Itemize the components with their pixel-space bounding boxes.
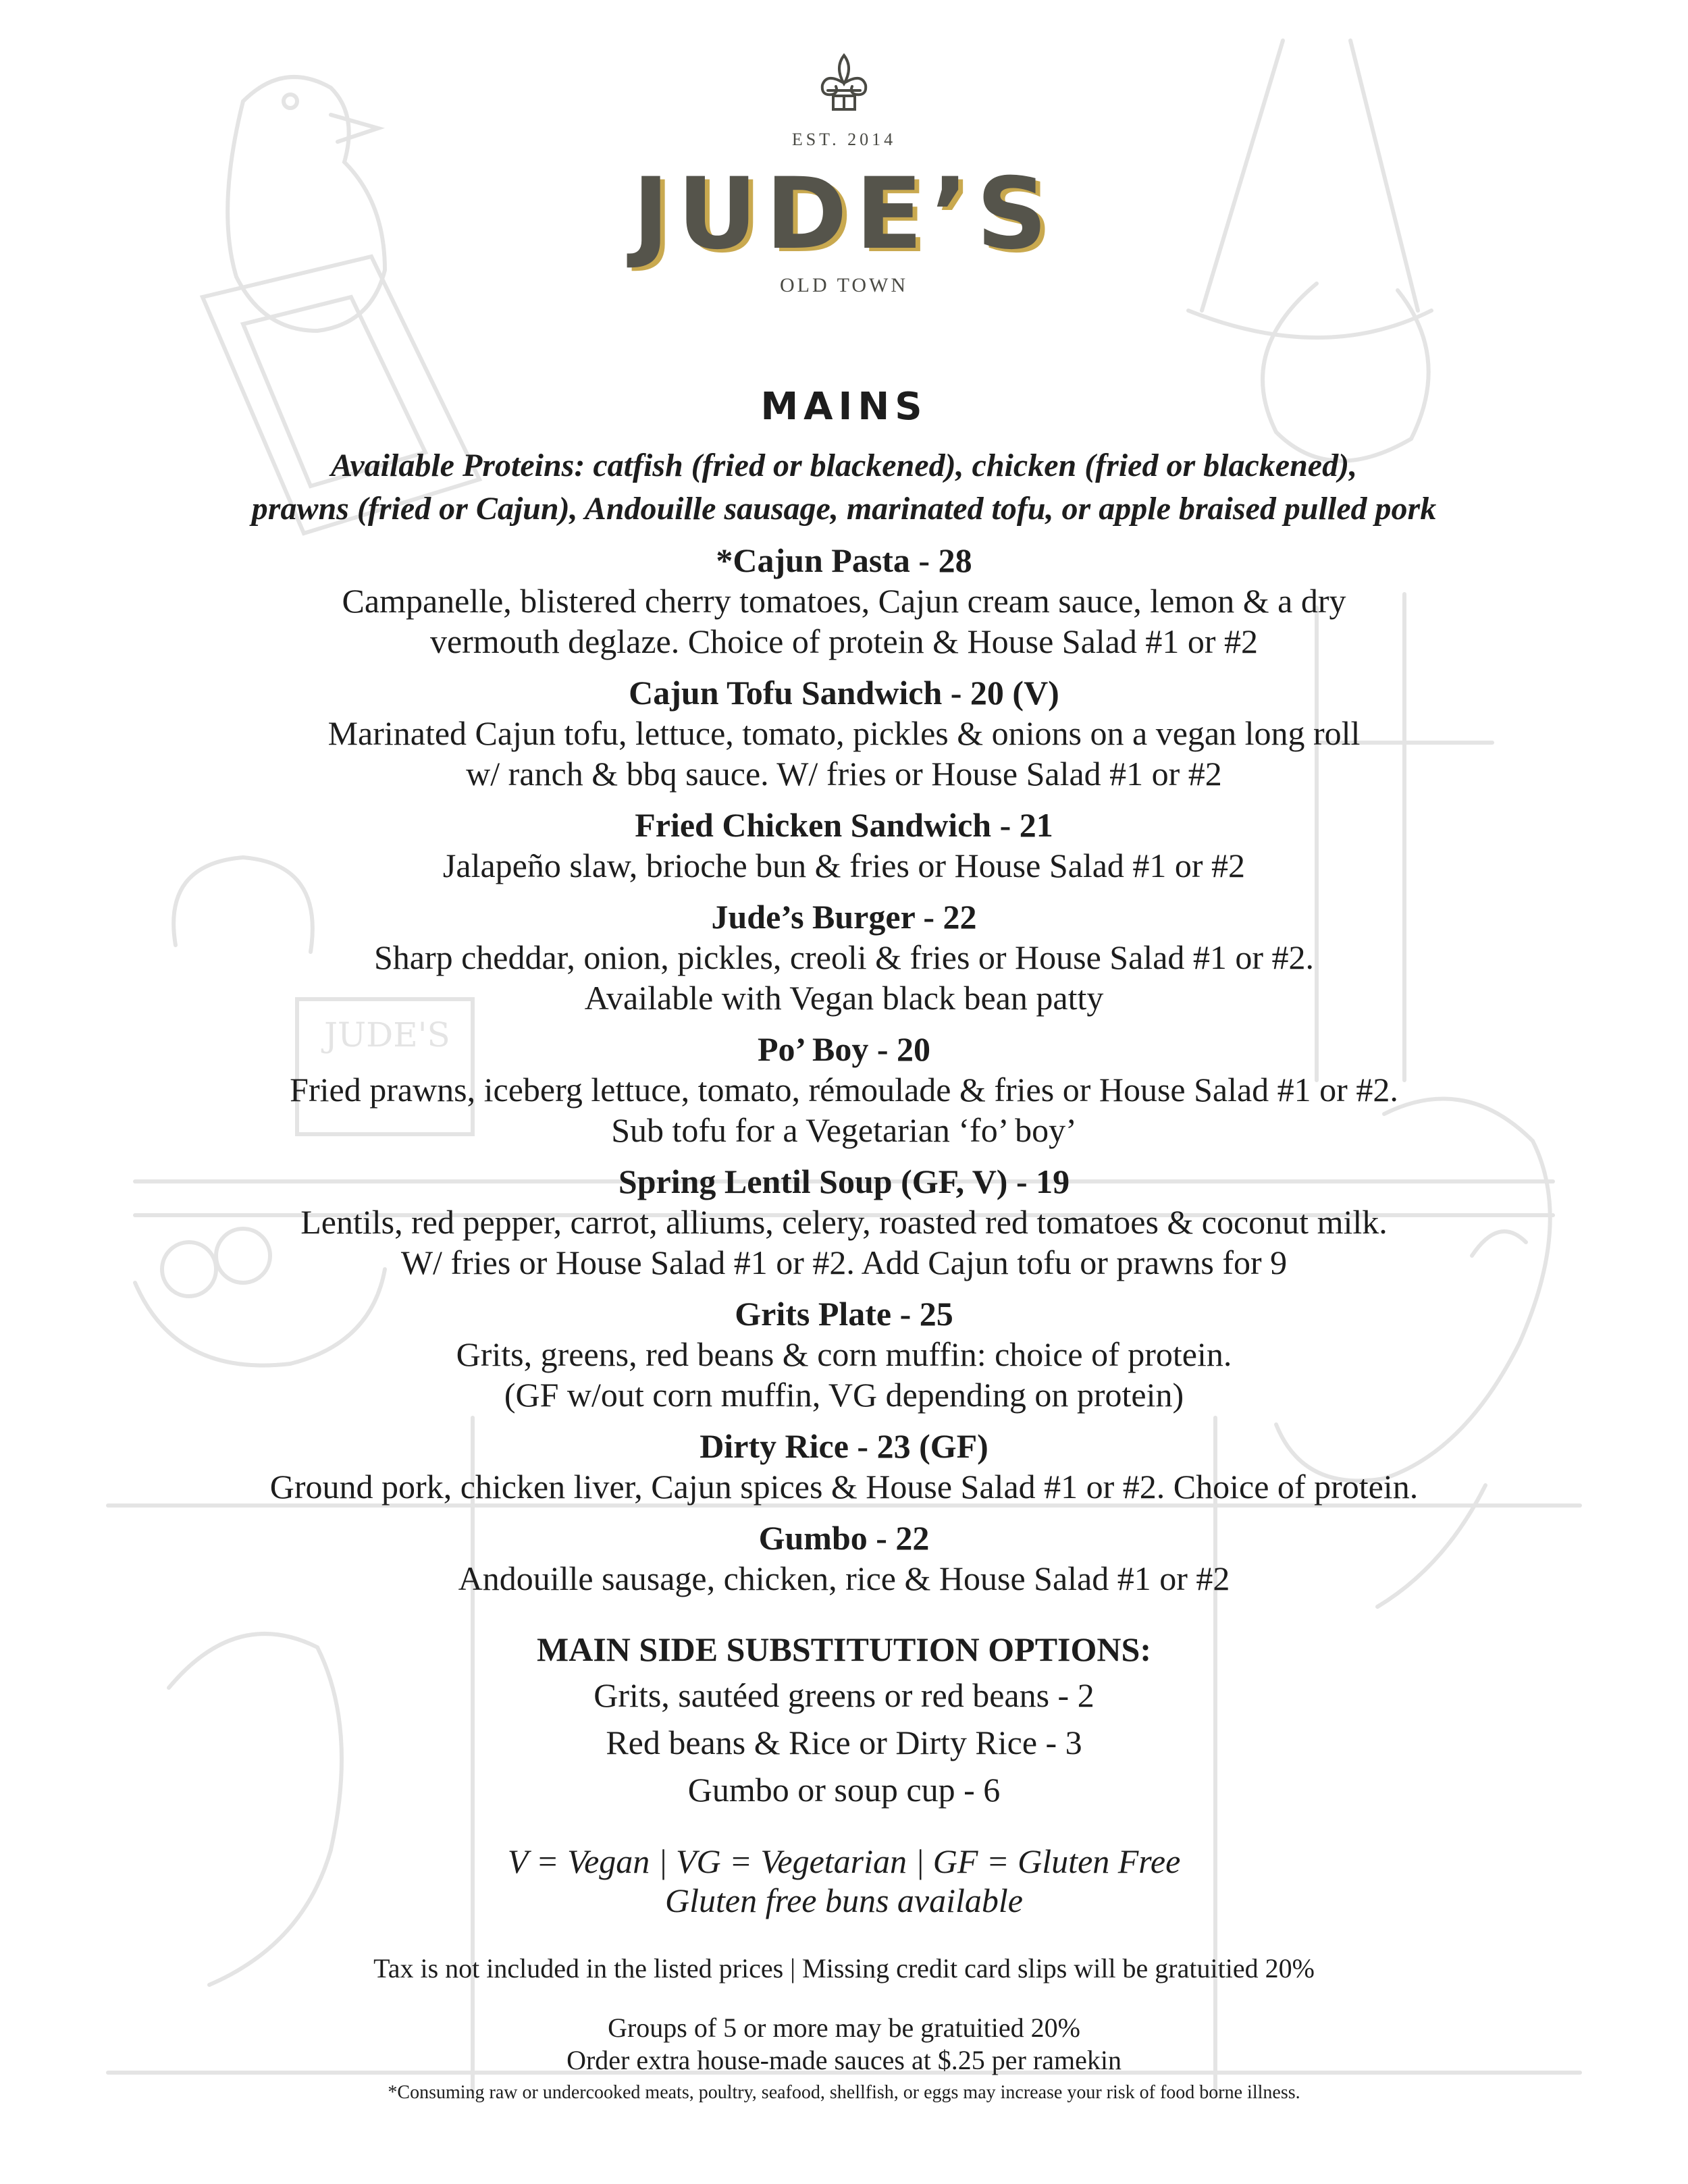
brand-logo: JUDE’S [632,157,1056,271]
available-proteins [0,444,1688,531]
substitution-option: Grits, sautéed greens or red beans - 2 [594,1676,1094,1714]
menu-item-grits-plate [0,1294,1688,1415]
menu-items [0,540,1688,1609]
item-description: Campanelle, blistered cherry tomatoes, Cajun cream sauce, lemon & a dry [342,582,1346,620]
legend-line: V = Vegan | VG = Vegetarian | GF = Gluten Free [507,1842,1181,1880]
menu-item-cajun-tofu-sandwich [0,672,1688,794]
item-description: Fried prawns, iceberg lettuce, tomato, rémoulade & fries or House Salad #1 or #2. [290,1071,1398,1109]
legend-line: Gluten free buns available [665,1882,1023,1919]
item-description: Sub tofu for a Vegetarian ‘fo’ boy’ [611,1111,1077,1149]
item-description: Grits, greens, red beans & corn muffin: choice of protein. [456,1335,1232,1373]
item-description: Jalapeño slaw, brioche bun & fries or House Salad #1 or #2 [442,847,1246,884]
substitution-option: Gumbo or soup cup - 6 [687,1771,1001,1809]
item-title: Grits Plate - 25 [735,1295,953,1333]
groups-line: Groups of 5 or more may be gratuitied 20% [608,2013,1080,2043]
item-title: Dirty Rice - 23 (GF) [700,1427,988,1465]
item-title: Jude’s Burger - 22 [711,898,977,936]
group-notice [0,2012,1688,2077]
item-description: W/ fries or House Salad #1 or #2. Add Cajun tofu or prawns for 9 [400,1244,1288,1281]
menu-item-po-boy [0,1029,1688,1150]
dietary-legend [0,1842,1688,1920]
menu-item-fried-chicken-sandwich [0,805,1688,886]
item-title: Spring Lentil Soup (GF, V) - 19 [618,1163,1070,1200]
item-title: Po’ Boy - 20 [758,1030,930,1068]
side-substitutions [0,1627,1688,1813]
item-description: Available with Vegan black bean patty [584,979,1104,1017]
established-date: EST. 2014 [791,130,897,149]
item-description: Andouille sausage, chicken, rice & House Salad #1 or #2 [458,1560,1230,1597]
proteins-line: Available Proteins: catfish (fried or blackened), chicken (fried or blackened), [330,448,1358,483]
food-safety-disclaimer: *Consuming raw or undercooked meats, poultry, seafood, shellfish, or eggs may increase your risk of food borne illness. [388,2082,1300,2103]
item-title: *Cajun Pasta - 28 [716,541,972,579]
substitution-option: Red beans & Rice or Dirty Rice - 3 [606,1724,1082,1761]
menu-item-dirty-rice [0,1426,1688,1507]
svg-text:JUDE'S: JUDE'S [324,1015,450,1055]
item-description: Ground pork, chicken liver, Cajun spices & House Salad #1 or #2. Choice of protein. [269,1468,1419,1506]
section-title: MAINS [760,385,928,429]
sauces-line: Order extra house-made sauces at $.25 per ramekin [566,2045,1122,2075]
item-description: Sharp cheddar, onion, pickles, creoli & fries or House Salad #1 or #2. [373,938,1315,976]
substitutions-heading: MAIN SIDE SUBSTITUTION OPTIONS: [537,1630,1151,1668]
item-title: Fried Chicken Sandwich - 21 [635,806,1053,844]
item-description: vermouth deglaze. Choice of protein & House Salad #1 or #2 [429,622,1259,660]
location-name: OLD TOWN [779,274,909,296]
menu-item-cajun-pasta [0,540,1688,662]
menu-item-judes-burger [0,897,1688,1018]
fleur-de-lis-icon [817,53,871,115]
item-description: Lentils, red pepper, carrot, alliums, celery, roasted red tomatoes & coconut milk. [300,1203,1388,1241]
item-description: Marinated Cajun tofu, lettuce, tomato, pickles & onions on a vegan long roll [327,714,1361,752]
menu-item-gumbo [0,1518,1688,1599]
item-description: w/ ranch & bbq sauce. W/ fries or House Salad #1 or #2 [466,755,1222,793]
item-title: Cajun Tofu Sandwich - 20 (V) [629,674,1059,712]
item-title: Gumbo - 22 [758,1519,930,1557]
item-description: (GF w/out corn muffin, VG depending on protein) [504,1376,1184,1414]
tax-notice: Tax is not included in the listed prices | Missing credit card slips will be gratuitied 20% [373,1953,1315,1983]
menu-item-spring-lentil-soup [0,1161,1688,1283]
proteins-line: prawns (fried or Cajun), Andouille sausage, marinated tofu, or apple braised pulled pork [251,491,1437,527]
